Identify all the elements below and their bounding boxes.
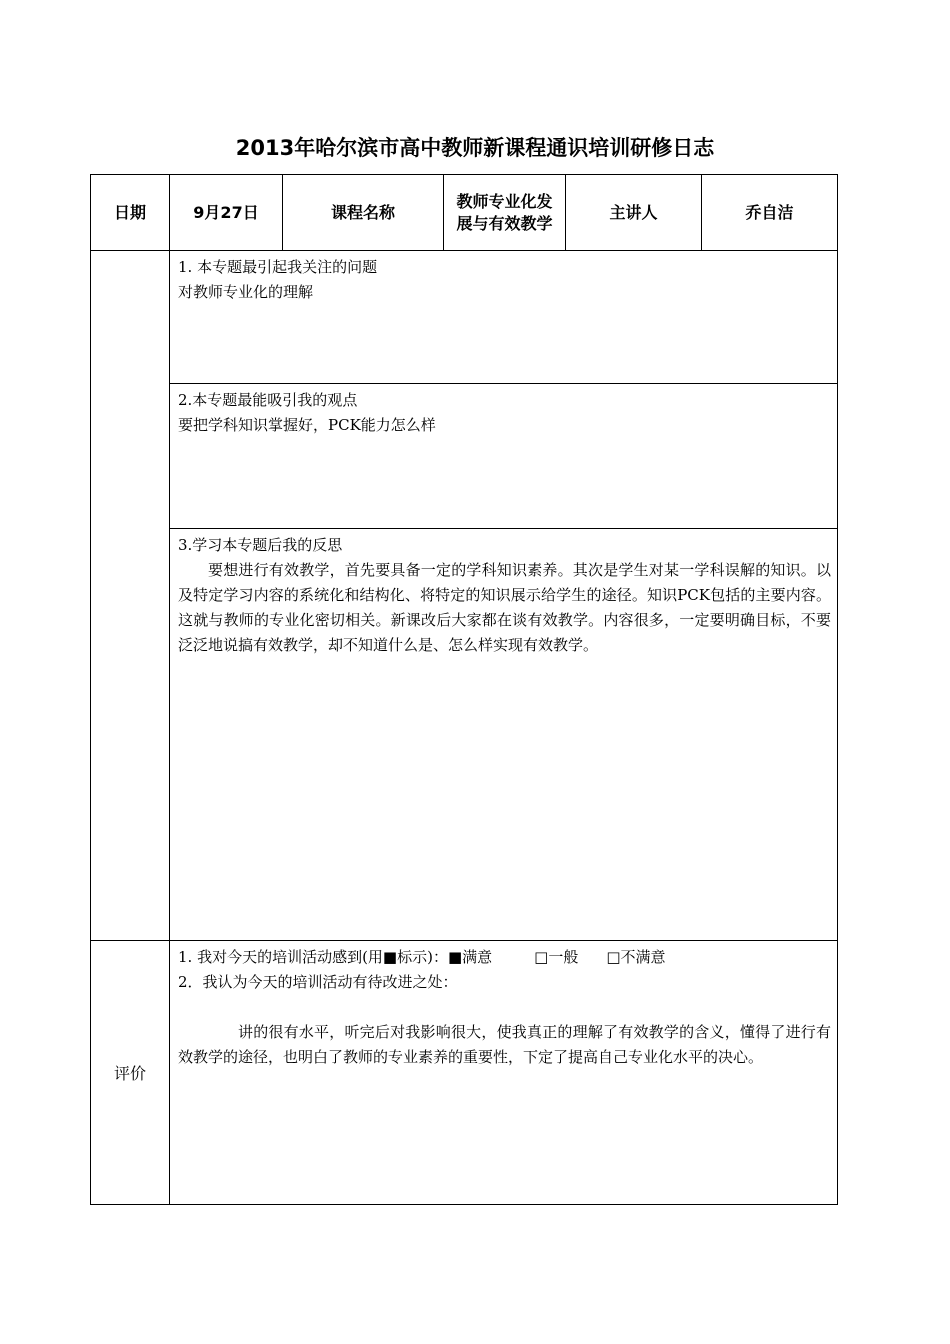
course-value: 教师专业化发展与有效教学: [444, 175, 566, 251]
section3-cell: [170, 529, 838, 941]
evaluation-q2: 2．我认为今天的培训活动有待改进之处：: [178, 973, 458, 991]
evaluation-q1: 1. 我对今天的培训活动感到(用■标示)：: [178, 948, 448, 966]
speaker-value: 乔自洁: [702, 175, 838, 251]
speaker-label: 主讲人: [566, 175, 702, 251]
side-blank-cell: [91, 251, 170, 941]
section3-row: [91, 529, 838, 941]
section2-cell: [170, 384, 838, 529]
section1-row: [91, 251, 838, 384]
header-row: [91, 175, 838, 251]
section2-body: 要把学科知识掌握好，PCK能力怎么样: [178, 416, 436, 434]
evaluation-row: [91, 941, 838, 1205]
section3-body: 要想进行有效教学，首先要具备一定的学科知识素养。其次是学生对某一学科误解的知识。以及特定学习内容的系统化和结构化、将特定的知识展示给学生的途径。知识PCK包括的主要内容。这就与教师的专业化密切相关。新课改后大家都在谈有效教学。内容很多，一定要明确目标，不要泛泛地说搞有效教学，却不知道什么是、怎么样实现有效教学。: [178, 561, 831, 654]
course-label: 课程名称: [283, 175, 444, 251]
section1-cell: [170, 251, 838, 384]
evaluation-comment: 讲的很有水平，听完后对我影响很大，使我真正的理解了有效教学的含义，懂得了进行有效教学的途径，也明白了教师的专业素养的重要性，下定了提高自己专业化水平的决心。: [178, 1023, 831, 1066]
option-average[interactable]: □一般: [534, 948, 579, 966]
evaluation-q1-line: [178, 945, 831, 970]
section2-row: [91, 384, 838, 529]
date-label: 日期: [91, 175, 170, 251]
section1-heading: 1. 本专题最引起我关注的问题: [178, 258, 378, 276]
option-unsatisfied[interactable]: □不满意: [606, 948, 666, 966]
page-title: 2013年哈尔滨市高中教师新课程通识培训研修日志: [235, 136, 715, 160]
training-log-table: [90, 174, 838, 1205]
option-satisfied[interactable]: ■满意: [447, 948, 493, 966]
section3-heading: 3.学习本专题后我的反思: [178, 536, 343, 554]
section1-body: 对教师专业化的理解: [178, 283, 314, 301]
section2-heading: 2.本专题最能吸引我的观点: [178, 391, 358, 409]
evaluation-label: 评价: [91, 941, 170, 1205]
date-value: 9月27日: [170, 175, 283, 251]
evaluation-cell: [170, 941, 838, 1205]
